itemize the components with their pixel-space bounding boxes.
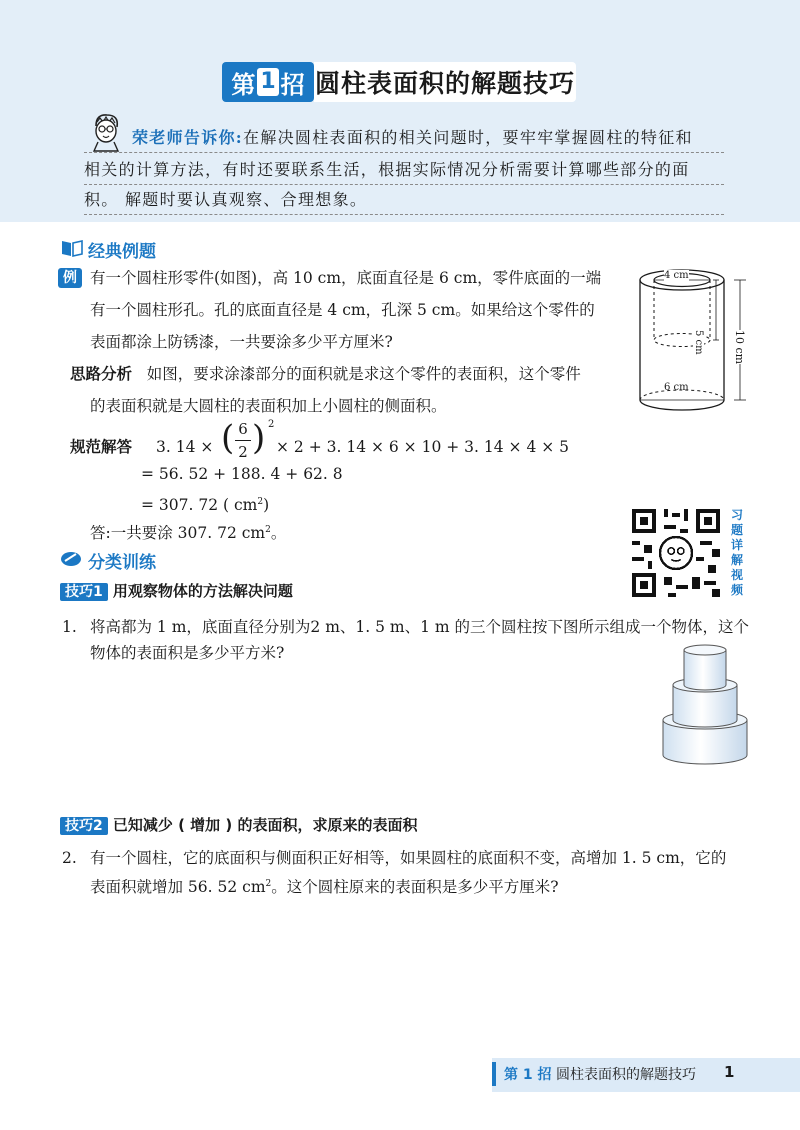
qr-label-char: 频 [730,583,743,597]
answer-line [90,519,286,544]
tip2-heading [60,814,417,835]
tip2-title: 已知减少 ( 增加 ) 的表面积，求原来的表面积 [112,816,418,834]
analysis-line-1 [70,363,581,385]
step3-sup: 2 [257,497,264,507]
tip-text-1: 在解决圆柱表面积的相关问题时，要牢牢掌握圆柱的特征和 [243,128,693,147]
analysis-label: 思路分析 [70,365,133,383]
tip1-tag: 技巧1 [60,583,108,601]
frac-numerator: 6 [238,420,248,438]
example-question-line-3: 表面都涂上防锈漆，一共要涂多少平方厘米? [90,333,393,351]
rule-line [84,184,724,185]
footer-chapter: 第 1 招 [504,1067,552,1083]
fig-label-top: 4 cm [664,270,689,281]
problem-1-line-1: 将高都为 1 m，底面直径分别为2 m、1. 5 m、1 m 的三个圆柱按下图所示组成一个物体，这个 [90,618,750,636]
teacher-avatar-icon [88,112,124,152]
fig-label-bottom: 6 cm [664,382,689,393]
paren-open: ( [221,418,235,458]
pencil-icon [60,549,82,567]
page-title: 圆柱表面积的解题技巧 [314,62,576,102]
example-question-line-2: 有一个圆柱形孔。孔的底面直径是 4 cm，孔深 5 cm。如果给这个零件的 [90,301,595,319]
qr-label-char: 详 [730,538,743,552]
training-heading: 分类训练 [88,553,156,573]
footer-title: 圆柱表面积的解题技巧 [555,1067,696,1083]
solution-step-2: = 56. 52 + 188. 4 + 62. 8 [141,465,343,483]
qr-code-icon[interactable] [628,505,724,601]
example-tag: 例 [58,268,82,288]
answer-sup: 2 [265,525,271,535]
example-heading: 经典例题 [88,242,156,262]
chapter-badge [222,62,314,102]
analysis-line-2: 的表面积就是大圆柱的表面积加上小圆柱的侧面积。 [90,397,447,415]
problem-2-line-1: 有一个圆柱，它的底面积与侧面积正好相等，如果圆柱的底面积不变，高增加 1. 5 cm，它的 [90,849,727,867]
formula-b: × 2 + 3. 14 × 6 × 10 + 3. 14 × 4 × 5 [276,438,570,456]
book-icon [60,238,84,258]
exponent: 2 [268,419,275,430]
problem-1-line-2: 物体的表面积是多少平方米? [90,644,285,662]
problem-2-number: 2. [62,849,77,867]
qr-label [726,508,748,598]
p2-sup: 2 [265,879,272,889]
stacked-cylinders-figure [660,640,750,770]
fig-label-height: 10 cm [733,330,746,365]
tip1-title: 用观察物体的方法解决问题 [112,582,293,600]
problem-1-number: 1. [62,618,77,636]
paren-close: ) [252,418,266,458]
problem-2-line-2 [90,873,559,898]
frac-bar [235,440,251,441]
tip-line-2: 相关的计算方法，有时还要联系生活，根据实际情况分析需要计算哪些部分的面 [84,160,690,179]
analysis-text-1: 如图，要求涂漆部分的面积就是求这个零件的表面积，这个零件 [146,365,581,383]
badge-prefix: 第 [231,70,256,99]
solution-step-3 [141,491,269,516]
footer-accent-bar [492,1062,496,1086]
step3-end: ) [263,496,270,515]
qr-label-char: 视 [730,568,743,582]
answer-text: 答:一共要涂 307. 72 cm [90,524,266,543]
tip-line-1 [132,128,693,148]
frac-denominator: 2 [238,443,248,461]
tip-line-3: 积。 解题时要认真观察、合理想象。 [84,190,368,209]
qr-label-char: 题 [730,523,743,537]
tip2-tag: 技巧2 [60,817,108,835]
rule-line [84,214,724,215]
answer-end: 。 [270,524,287,543]
qr-label-char: 习 [730,508,743,522]
formula-a: 3. 14 × [156,438,214,456]
tip1-heading [60,580,293,601]
badge-number: 1 [257,68,278,96]
solution-label-text: 规范解答 [70,438,133,456]
page-number: 1 [724,1063,735,1081]
tip-author: 荣老师告诉你: [132,128,244,147]
solution-label [70,436,132,458]
header-band [0,0,800,222]
rule-line [84,152,724,153]
p2-text: 表面积就增加 56. 52 cm [90,878,266,897]
footer-running-head [504,1064,696,1084]
qr-label-char: 解 [730,553,743,567]
p2-text-end: 。这个圆柱原来的表面积是多少平方厘米? [271,878,559,897]
badge-suffix: 招 [280,70,305,99]
step3-text: = 307. 72 ( cm [141,496,258,515]
fig-label-hole: 5 cm [693,330,704,355]
example-question-line-1: 有一个圆柱形零件(如图)，高 10 cm，底面直径是 6 cm，零件底面的一端 [90,269,602,287]
